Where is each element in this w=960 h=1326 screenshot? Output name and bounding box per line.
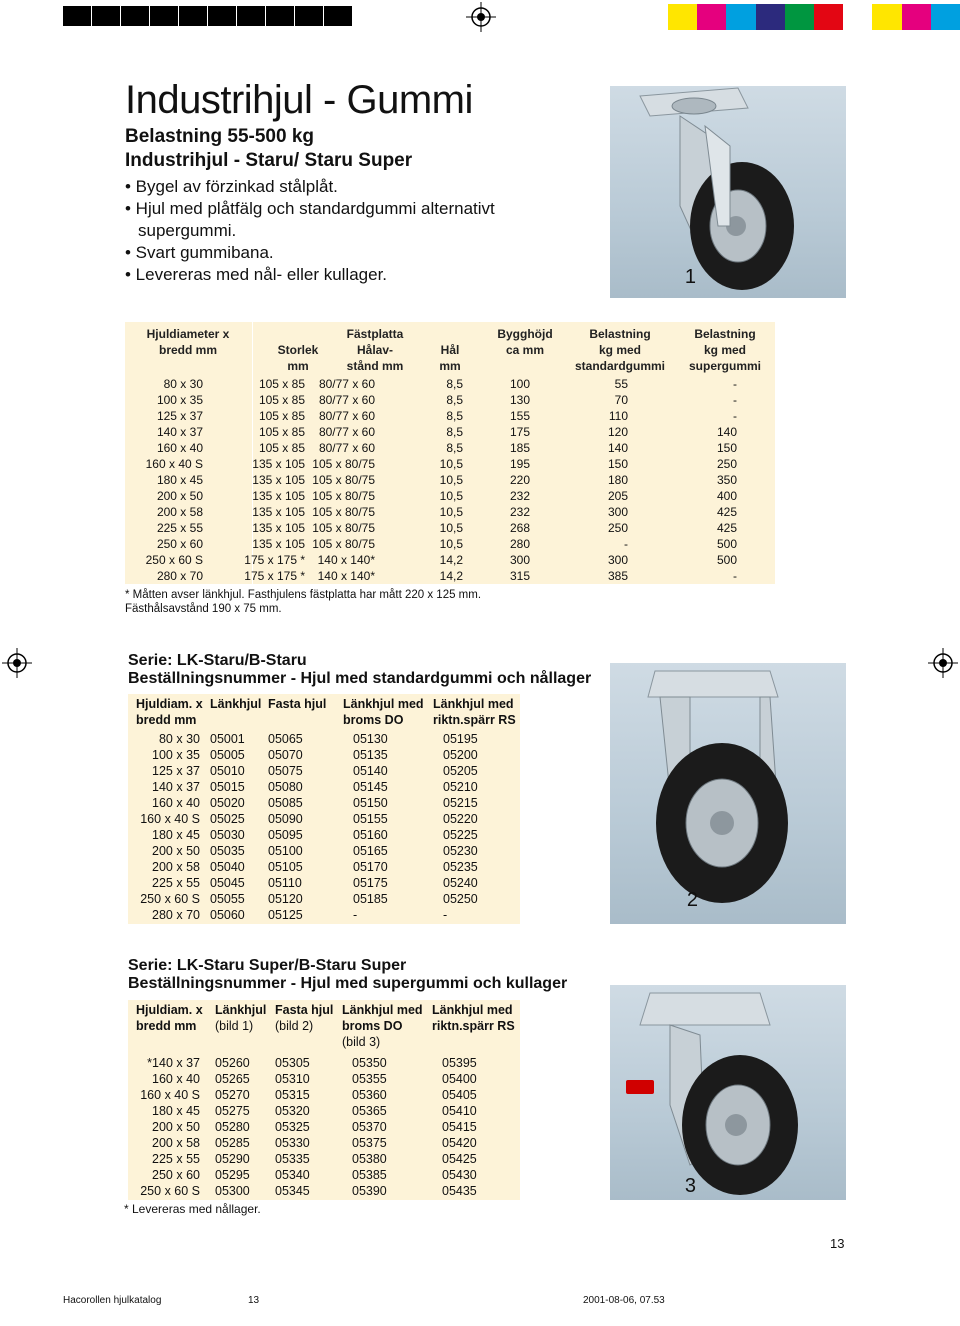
order-cell: 05435: [442, 1184, 477, 1198]
order-cell: 05360: [352, 1088, 387, 1102]
spec-cell: 232: [509, 505, 530, 519]
order-row: [128, 1056, 520, 1072]
spec-cell: 175: [509, 425, 530, 439]
registration-mark-icon: [2, 648, 32, 678]
spec-cell: 105 x 80/75: [312, 537, 375, 551]
order-cell: 05030: [210, 828, 245, 842]
spec-row: [125, 425, 775, 441]
spec-cell: 225 x 55: [156, 521, 203, 535]
order-cell: 160 x 40: [152, 1072, 200, 1086]
order-cell: 05085: [268, 796, 303, 810]
order-cell: 05120: [268, 892, 303, 906]
order-cell: 05375: [352, 1136, 387, 1150]
order-row: [128, 1136, 520, 1152]
print-black-bar: [63, 6, 353, 26]
order-cell: 140 x 37: [152, 780, 200, 794]
spec-cell: 200 x 58: [156, 505, 203, 519]
feature-list: [125, 176, 585, 286]
spec-row: [125, 457, 775, 473]
spec-cell: 350: [716, 473, 737, 487]
spec-cell: 180 x 45: [156, 473, 203, 487]
series2-title: Serie: LK-Staru Super/B-Staru Super: [128, 957, 407, 974]
order-row: [128, 1072, 520, 1088]
order-cell: 05270: [215, 1088, 250, 1102]
spec-row: [125, 441, 775, 457]
order-cell: 05300: [215, 1184, 250, 1198]
order-cell: 05150: [353, 796, 388, 810]
order-cell: 225 x 55: [152, 1152, 200, 1166]
spec-cell: 232: [509, 489, 530, 503]
order-cell: 160 x 40 S: [140, 1088, 200, 1102]
spec-cell: 185: [509, 441, 530, 455]
order-cell: 05315: [275, 1088, 310, 1102]
order-cell: 05400: [442, 1072, 477, 1086]
header-hole-spacing: Hålav- stånd mm: [346, 343, 404, 373]
order-header: Hjuldiam. x bredd mm: [136, 697, 203, 727]
feature-item: • Levereras med nål- eller kullager.: [125, 265, 388, 284]
order-cell: -: [353, 908, 358, 922]
order-cell: 05280: [215, 1120, 250, 1134]
order-header: Länkhjul: [210, 697, 262, 711]
spec-cell: 268: [509, 521, 530, 535]
spec-cell: 130: [509, 393, 530, 407]
order-cell: 05410: [442, 1104, 477, 1118]
order-cell: -: [443, 908, 448, 922]
spec-cell: 80/77 x 60: [318, 393, 375, 407]
spec-cell: 280: [509, 537, 530, 551]
order-cell: 05060: [210, 908, 245, 922]
header-mounting-plate: Fästplatta: [346, 327, 404, 341]
order-row: [128, 860, 520, 876]
order-cell: 05185: [353, 892, 388, 906]
order-cell: 160 x 40: [152, 796, 200, 810]
spec-cell: -: [733, 569, 737, 583]
spec-cell: 8,5: [446, 377, 463, 391]
spec-cell: 140: [716, 425, 737, 439]
order-row: [128, 876, 520, 892]
header-wheel-size: Hjuldiameter x bredd mm: [146, 327, 230, 357]
order-row: [128, 828, 520, 844]
header-load-standard: Belastning kg med standardgummi: [574, 327, 665, 373]
spec-cell: 105 x 80/75: [312, 521, 375, 535]
spec-cell: 105 x 85: [258, 441, 305, 455]
order-cell: 05005: [210, 748, 245, 762]
order-cell: 05065: [268, 732, 303, 746]
order-cell: 05140: [353, 764, 388, 778]
spec-cell: 150: [607, 457, 628, 471]
spec-cell: 100: [509, 377, 530, 391]
order-cell: 180 x 45: [152, 828, 200, 842]
spec-cell: 400: [716, 489, 737, 503]
order-row: [128, 1120, 520, 1136]
order-cell: 05200: [443, 748, 478, 762]
order-cell: 05330: [275, 1136, 310, 1150]
spec-cell: 55: [614, 377, 628, 391]
order-cell: 05070: [268, 748, 303, 762]
spec-row: [125, 473, 775, 489]
spec-row: [125, 489, 775, 505]
order-cell: 05080: [268, 780, 303, 794]
feature-item: • Hjul med plåtfälg och standardgummi alternativt supergummi.: [125, 199, 495, 240]
order-cell: 05350: [352, 1056, 387, 1070]
spec-cell: 300: [607, 553, 628, 567]
order-cell: 05355: [352, 1072, 387, 1086]
registration-mark-icon: [466, 2, 496, 32]
registration-mark-icon: [928, 648, 958, 678]
order-cell: 05155: [353, 812, 388, 826]
spec-cell: 315: [509, 569, 530, 583]
spec-cell: 10,5: [439, 489, 463, 503]
photo-number: 2: [686, 889, 698, 911]
order-header: Länkhjul med riktn.spärr RS: [432, 1003, 515, 1033]
order-row: [128, 1088, 520, 1104]
order-cell: 05205: [443, 764, 478, 778]
order-cell: 200 x 58: [152, 860, 200, 874]
order-cell: 05425: [442, 1152, 477, 1166]
spec-cell: 140 x 140*: [317, 569, 375, 583]
photo-number: 3: [684, 1175, 696, 1197]
spec-footnote: * Måtten avser länkhjul. Fasthjulens fästplatta har mått 220 x 125 mm. Fästhålsavstånd 190 x 75 mm.: [125, 589, 482, 615]
product-photo-2: [610, 663, 846, 924]
order-row: [128, 908, 520, 924]
spec-cell: 180: [607, 473, 628, 487]
spec-cell: 105 x 85: [258, 425, 305, 439]
order-cell: 05335: [275, 1152, 310, 1166]
swivel-castor-image: [610, 86, 846, 298]
order-header: Fasta hjul (bild 2): [275, 1003, 334, 1033]
spec-cell: 105 x 85: [258, 409, 305, 423]
order-header: Länkhjul med riktn.spärr RS: [433, 697, 516, 727]
order-cell: 05230: [443, 844, 478, 858]
order-row: [128, 748, 520, 764]
order-cell: 05160: [353, 828, 388, 842]
order-cell: 05001: [210, 732, 245, 746]
header-load-super: Belastning kg med supergummi: [688, 327, 761, 373]
order-cell: 180 x 45: [152, 1104, 200, 1118]
braked-castor-image: [610, 985, 846, 1200]
spec-row: [125, 569, 775, 585]
spec-row: [125, 505, 775, 521]
order-header: Länkhjul med broms DO (bild 3): [342, 1003, 423, 1049]
product-photo-3: [610, 985, 846, 1200]
spec-cell: 500: [716, 553, 737, 567]
order-cell: 05235: [443, 860, 478, 874]
spec-cell: 105 x 80/75: [312, 457, 375, 471]
spec-cell: 10,5: [439, 521, 463, 535]
spec-cell: 200 x 50: [156, 489, 203, 503]
photo-number: 1: [684, 266, 696, 288]
order-cell: 05340: [275, 1168, 310, 1182]
order-cell: 05100: [268, 844, 303, 858]
order-row: [128, 780, 520, 796]
spec-cell: 135 x 105: [252, 489, 305, 503]
spec-cell: 135 x 105: [252, 505, 305, 519]
order-row: [128, 764, 520, 780]
order-cell: 05415: [442, 1120, 477, 1134]
spec-cell: 135 x 105: [252, 537, 305, 551]
order-cell: 05345: [275, 1184, 310, 1198]
order-cell: 80 x 30: [158, 732, 200, 746]
order-cell: 05295: [215, 1168, 250, 1182]
order-cell: 05240: [443, 876, 478, 890]
spec-cell: 8,5: [446, 441, 463, 455]
order-cell: 250 x 60: [152, 1168, 200, 1182]
order-cell: 05290: [215, 1152, 250, 1166]
order-cell: 05075: [268, 764, 303, 778]
spec-cell: 135 x 105: [252, 473, 305, 487]
spec-cell: 280 x 70: [156, 569, 203, 583]
spec-cell: 10,5: [439, 473, 463, 487]
order-cell: 05095: [268, 828, 303, 842]
fixed-castor-image: [610, 663, 846, 924]
header-hole: Hål mm: [439, 343, 461, 373]
order-cell: 05265: [215, 1072, 250, 1086]
spec-cell: 135 x 105: [252, 521, 305, 535]
header-plate-size: Storlek mm: [277, 343, 319, 373]
footer-catalog-name: Hacorollen hjulkatalog: [63, 1295, 162, 1306]
order-cell: 05015: [210, 780, 245, 794]
order-header: Länkhjul (bild 1): [215, 1003, 267, 1033]
footer-timestamp: 2001-08-06, 07.53: [583, 1295, 665, 1306]
order-cell: 05055: [210, 892, 245, 906]
series2-footnote: * Levereras med nållager.: [124, 1202, 261, 1216]
spec-cell: 135 x 105: [252, 457, 305, 471]
spec-cell: 160 x 40 S: [145, 457, 203, 471]
spec-cell: 105 x 85: [258, 393, 305, 407]
order-cell: 05305: [275, 1056, 310, 1070]
order-cell: 05135: [353, 748, 388, 762]
order-cell: *140 x 37: [147, 1056, 200, 1070]
spec-row: [125, 553, 775, 569]
order-cell: 05125: [268, 908, 303, 922]
spec-cell: 70: [614, 393, 628, 407]
spec-cell: 140 x 140*: [317, 553, 375, 567]
spec-row: [125, 377, 775, 393]
spec-cell: 155: [509, 409, 530, 423]
feature-item: • Bygel av förzinkad stålplåt.: [125, 177, 338, 196]
footer-page: 13: [248, 1295, 260, 1306]
spec-cell: 80/77 x 60: [318, 441, 375, 455]
spec-row: [125, 393, 775, 409]
order-cell: 05175: [353, 876, 388, 890]
order-cell: 05325: [275, 1120, 310, 1134]
spec-cell: 80 x 30: [163, 377, 203, 391]
order-cell: 05195: [443, 732, 478, 746]
order-cell: 05250: [443, 892, 478, 906]
order-cell: 05020: [210, 796, 245, 810]
order-cell: 200 x 58: [152, 1136, 200, 1150]
order-cell: 05370: [352, 1120, 387, 1134]
order-cell: 05320: [275, 1104, 310, 1118]
order-cell: 225 x 55: [152, 876, 200, 890]
spec-cell: 105 x 80/75: [312, 489, 375, 503]
order-row: [128, 796, 520, 812]
order-row: [128, 1152, 520, 1168]
order-cell: 05045: [210, 876, 245, 890]
spec-cell: 300: [607, 505, 628, 519]
spec-row: [125, 409, 775, 425]
spec-cell: 220: [509, 473, 530, 487]
order-header: Hjuldiam. x bredd mm: [136, 1003, 203, 1033]
order-row: [128, 844, 520, 860]
order-cell: 280 x 70: [152, 908, 200, 922]
order-header: Länkhjul med broms DO: [343, 697, 424, 727]
spec-cell: 105 x 80/75: [312, 473, 375, 487]
print-color-bar: [668, 4, 960, 30]
order-cell: 125 x 37: [152, 764, 200, 778]
order-cell: 100 x 35: [152, 748, 200, 762]
order-row: [128, 812, 520, 828]
order-cell: 05310: [275, 1072, 310, 1086]
page-number: 13: [830, 1236, 845, 1251]
spec-cell: 175 x 175 *: [244, 569, 305, 583]
order-cell: 05210: [443, 780, 478, 794]
series1-order-table: [128, 694, 520, 924]
spec-cell: 100 x 35: [156, 393, 203, 407]
order-cell: 200 x 50: [152, 844, 200, 858]
spec-cell: 300: [509, 553, 530, 567]
spec-cell: 105 x 85: [258, 377, 305, 391]
order-cell: 200 x 50: [152, 1120, 200, 1134]
order-cell: 05365: [352, 1104, 387, 1118]
order-cell: 05260: [215, 1056, 250, 1070]
product-photo-1: [610, 86, 846, 298]
order-cell: 05130: [353, 732, 388, 746]
order-cell: 05110: [268, 876, 302, 890]
spec-cell: 8,5: [446, 409, 463, 423]
spec-cell: 105 x 80/75: [312, 505, 375, 519]
order-cell: 05215: [443, 796, 478, 810]
spec-cell: 425: [716, 521, 737, 535]
spec-cell: 425: [716, 505, 737, 519]
product-line-heading: Industrihjul - Staru/ Staru Super: [125, 150, 413, 171]
spec-cell: 150: [716, 441, 737, 455]
spec-cell: 205: [607, 489, 628, 503]
order-row: [128, 1104, 520, 1120]
spec-cell: 385: [607, 569, 628, 583]
spec-cell: 110: [608, 409, 628, 423]
order-row: [128, 892, 520, 908]
series2-subtitle: Beställningsnummer - Hjul med supergummi och kullager: [128, 975, 568, 992]
spec-cell: -: [624, 537, 628, 551]
header-height: Bygghöjd ca mm: [497, 327, 553, 357]
order-cell: 05170: [353, 860, 388, 874]
order-cell: 05395: [442, 1056, 477, 1070]
order-cell: 05385: [352, 1168, 387, 1182]
spec-cell: 80/77 x 60: [318, 409, 375, 423]
order-cell: 05165: [353, 844, 388, 858]
spec-cell: 10,5: [439, 537, 463, 551]
order-cell: 05010: [210, 764, 245, 778]
order-cell: 05380: [352, 1152, 387, 1166]
order-row: [128, 1184, 520, 1200]
order-cell: 05040: [210, 860, 245, 874]
spec-cell: 195: [509, 457, 530, 471]
spec-cell: -: [733, 393, 737, 407]
order-cell: 05420: [442, 1136, 477, 1150]
series1-title: Serie: LK-Staru/B-Staru: [128, 652, 307, 669]
spec-cell: 10,5: [439, 457, 463, 471]
spec-cell: 500: [716, 537, 737, 551]
spec-row: [125, 537, 775, 553]
spec-cell: 10,5: [439, 505, 463, 519]
spec-cell: 80/77 x 60: [318, 377, 375, 391]
spec-cell: 250 x 60 S: [145, 553, 203, 567]
order-cell: 05275: [215, 1104, 250, 1118]
order-cell: 05405: [442, 1088, 477, 1102]
spec-cell: -: [733, 377, 737, 391]
order-cell: 160 x 40 S: [140, 812, 200, 826]
page-title: Industrihjul - Gummi: [125, 78, 473, 122]
series1-subtitle: Beställningsnummer - Hjul med standardgummi och nållager: [128, 670, 592, 687]
order-cell: 05285: [215, 1136, 250, 1150]
spec-cell: 125 x 37: [156, 409, 203, 423]
spec-cell: 140: [607, 441, 628, 455]
spec-cell: 8,5: [446, 393, 463, 407]
order-cell: 05145: [353, 780, 388, 794]
series2-order-table: [128, 1000, 520, 1200]
spec-cell: 175 x 175 *: [244, 553, 305, 567]
order-row: [128, 1168, 520, 1184]
order-cell: 05225: [443, 828, 478, 842]
spec-cell: 8,5: [446, 425, 463, 439]
order-cell: 250 x 60 S: [140, 1184, 200, 1198]
spec-cell: 14,2: [439, 569, 463, 583]
spec-cell: 80/77 x 60: [318, 425, 375, 439]
spec-cell: 140 x 37: [156, 425, 203, 439]
order-cell: 250 x 60 S: [140, 892, 200, 906]
order-cell: 05035: [210, 844, 245, 858]
spec-cell: 160 x 40: [156, 441, 203, 455]
order-cell: 05025: [210, 812, 245, 826]
order-cell: 05390: [352, 1184, 387, 1198]
spec-cell: 250: [607, 521, 628, 535]
spec-cell: 250 x 60: [156, 537, 203, 551]
order-cell: 05220: [443, 812, 478, 826]
load-range-heading: Belastning 55-500 kg: [125, 126, 315, 147]
order-header: Fasta hjul: [268, 697, 327, 711]
spec-cell: 120: [607, 425, 628, 439]
order-cell: 05430: [442, 1168, 477, 1182]
spec-cell: -: [733, 409, 737, 423]
spec-cell: 250: [716, 457, 737, 471]
order-cell: 05090: [268, 812, 303, 826]
order-cell: 05105: [268, 860, 303, 874]
spec-cell: 14,2: [439, 553, 463, 567]
feature-item: • Svart gummibana.: [125, 243, 274, 262]
spec-row: [125, 521, 775, 537]
specification-table: [125, 322, 775, 584]
order-row: [128, 732, 520, 748]
